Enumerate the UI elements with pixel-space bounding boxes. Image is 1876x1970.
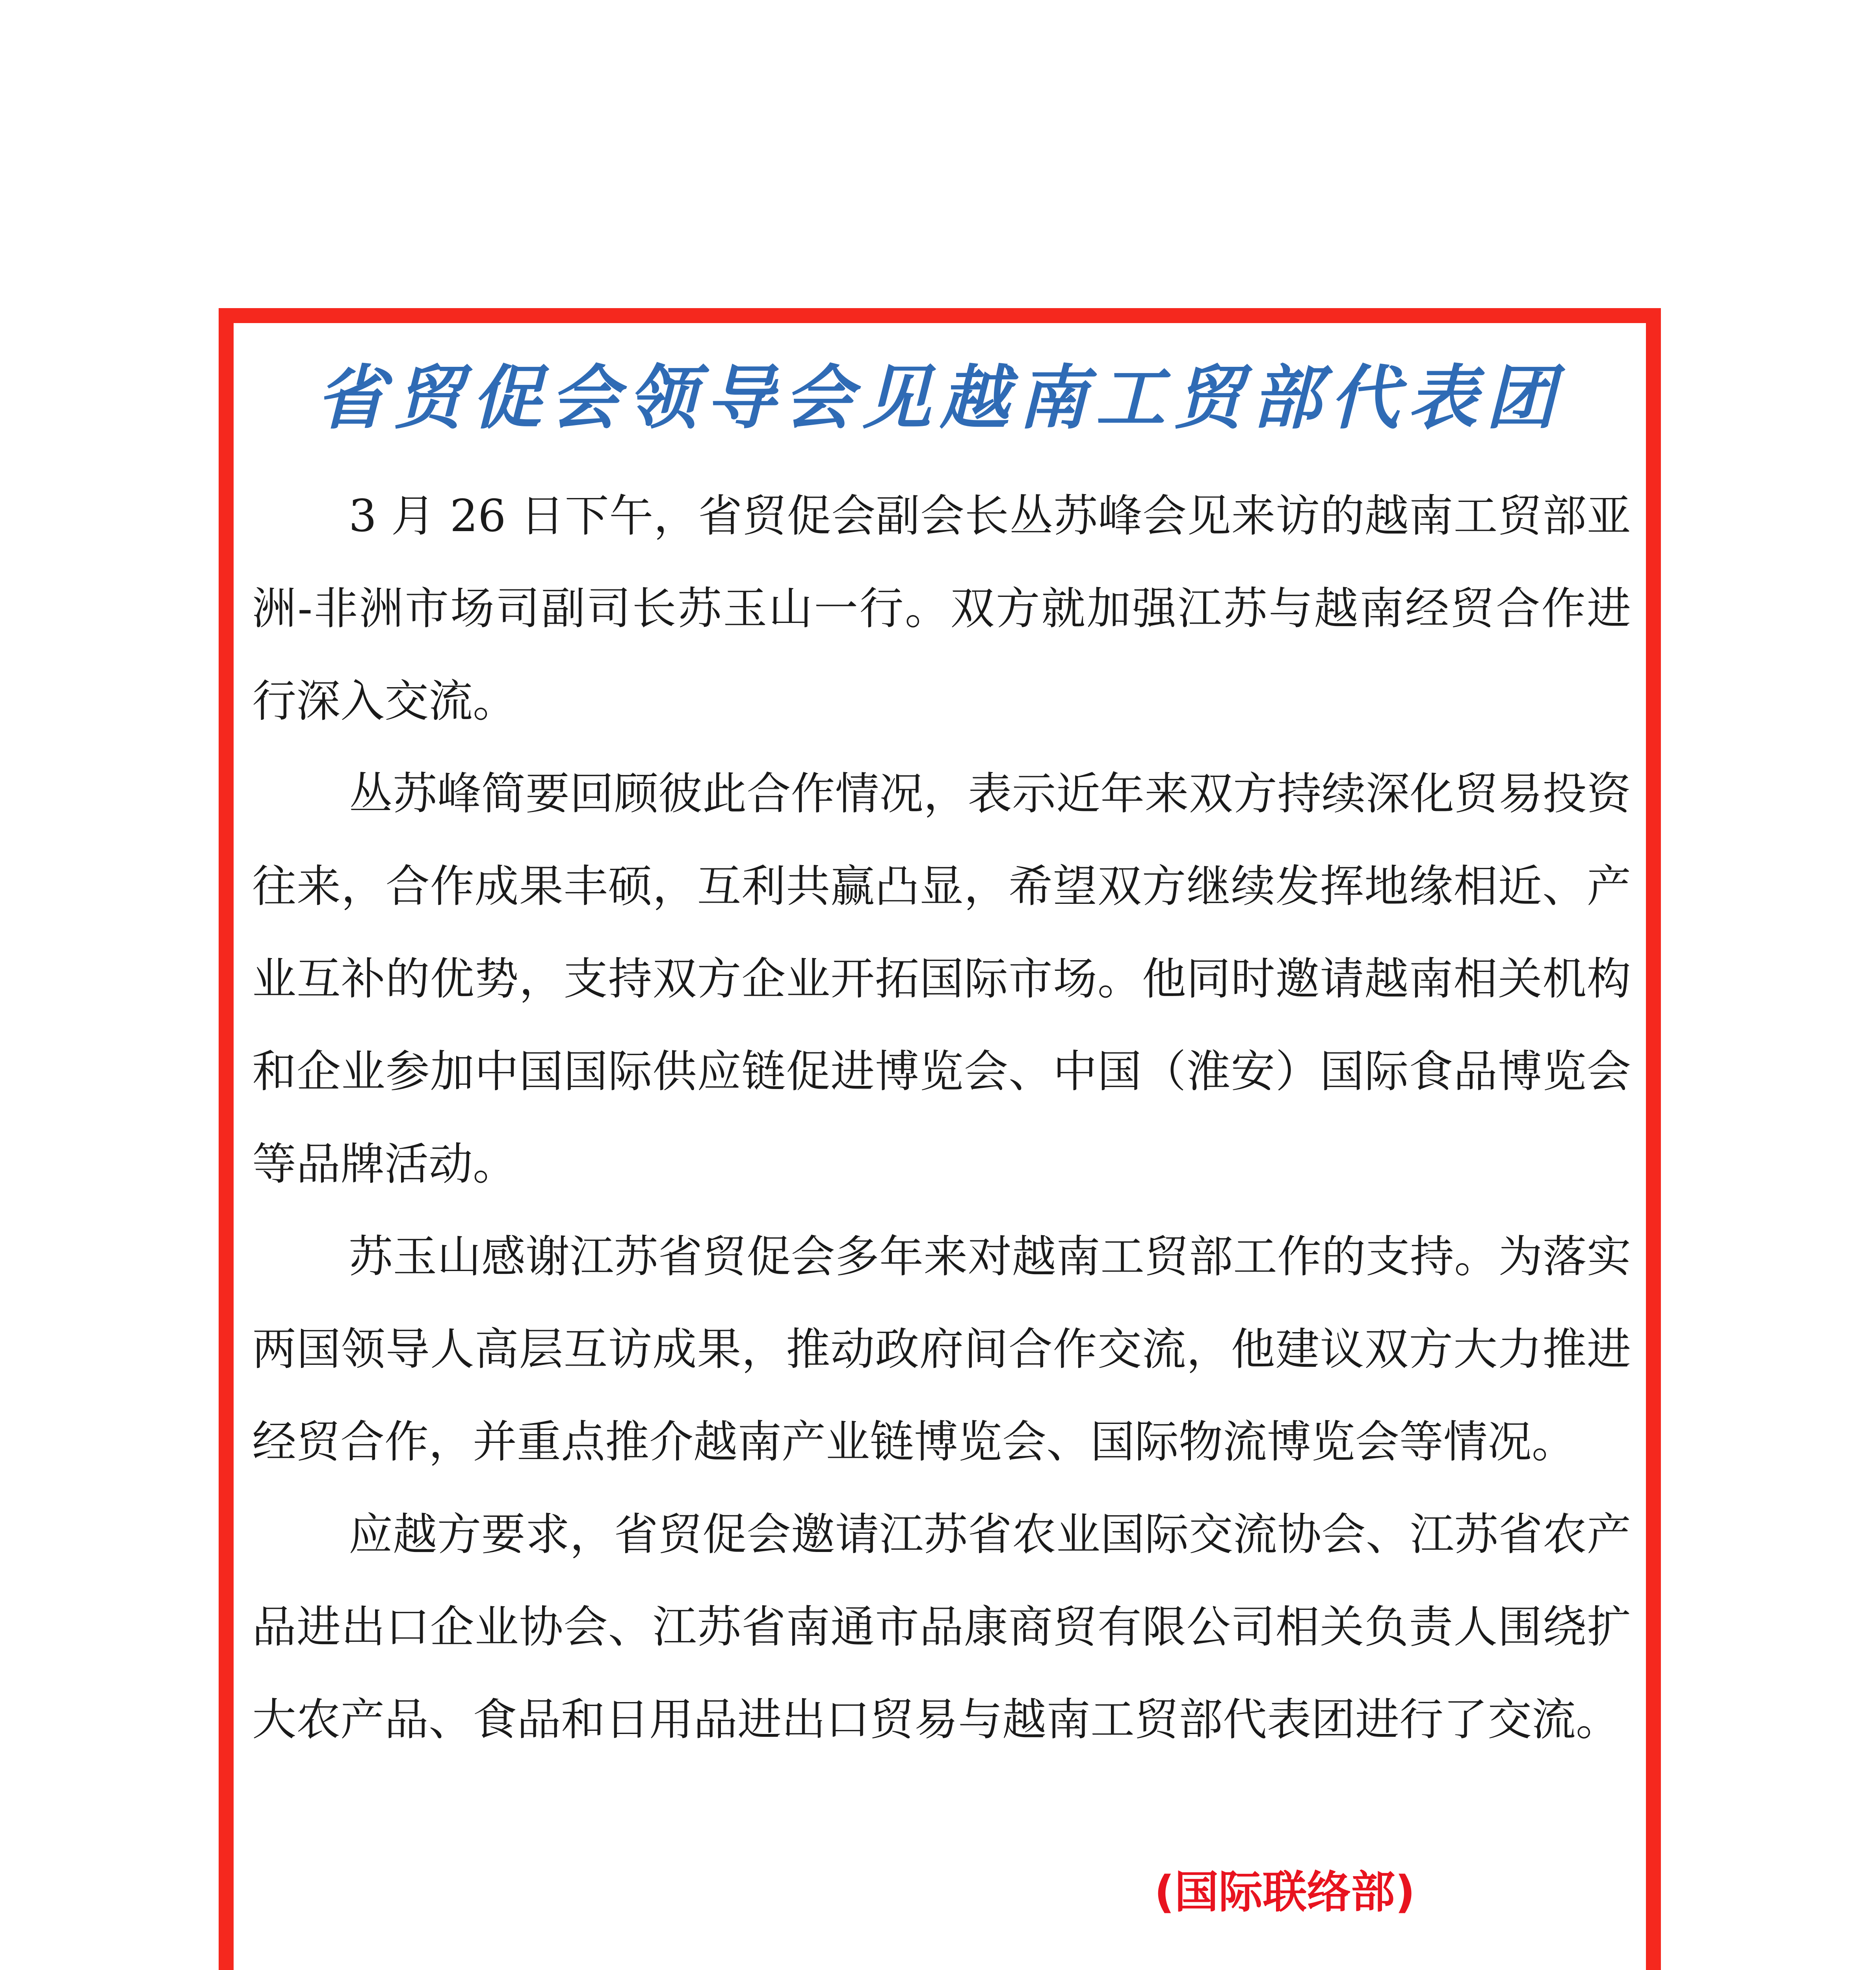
article-paragraph: 应越方要求，省贸促会邀请江苏省农业国际交流协会、江苏省农产品进出口企业协会、江苏省南通市品康商贸有限公司相关负责人围绕扩大农产品、食品和日用品进出口贸易与越南工贸部代表团进行了交流。 xyxy=(252,1509,1631,1745)
article-title: 省贸促会领导会见越南工贸部代表团 xyxy=(316,357,1564,439)
article-source-department: (国际联络部) xyxy=(1154,1867,1415,1918)
article-paragraph: 苏玉山感谢江苏省贸促会多年来对越南工贸部工作的支持。为落实两国领导人高层互访成果，推动政府间合作交流，他建议双方大力推进经贸合作，并重点推介越南产业链博览会、国际物流博览会等情况。 xyxy=(252,1231,1631,1468)
article-paragraph: 丛苏峰简要回顾彼此合作情况，表示近年来双方持续深化贸易投资往来，合作成果丰硕，互利共赢凸显，希望双方继续发挥地缘相近、产业互补的优势，支持双方企业开拓国际市场。他同时邀请越南相关机构和企业参加中国国际供应链促进博览会、中国（淮安）国际食品博览会等品牌活动。 xyxy=(252,768,1631,1190)
article-paragraph: 3 月 26 日下午，省贸促会副会长丛苏峰会见来访的越南工贸部亚洲-非洲市场司副司长苏玉山一行。双方就加强江苏与越南经贸合作进行深入交流。 xyxy=(252,491,1631,727)
article-body xyxy=(252,470,1631,1766)
